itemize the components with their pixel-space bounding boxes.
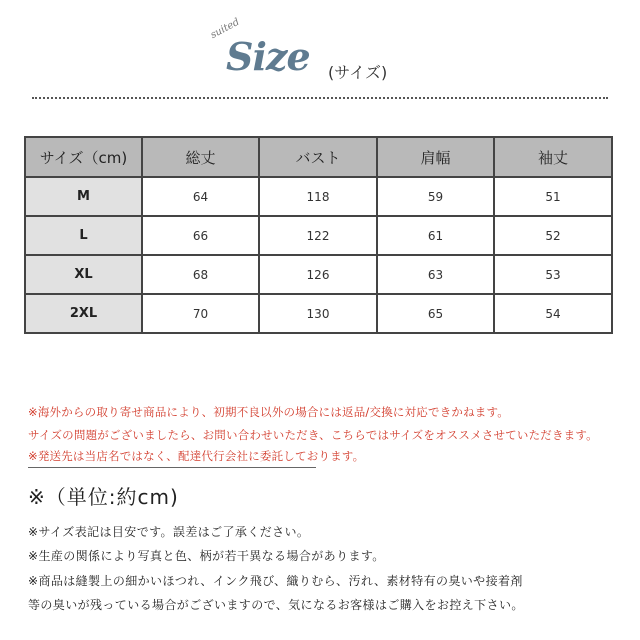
note-odor: 等の臭いが残っている場合がございますので、気になるお客様はご購入をお控え下さい。 [28, 598, 524, 612]
header-shoulder: 肩幅 [377, 137, 494, 177]
table-cell: 63 [377, 255, 494, 294]
table-cell: 52 [494, 216, 612, 255]
unit-label: ※（単位:約cm) [28, 485, 179, 509]
note-size-guide: ※サイズ表記は目安です。誤差はご了承ください。 [28, 525, 310, 539]
header-sleeve: 袖丈 [494, 137, 612, 177]
table-cell: 65 [377, 294, 494, 333]
suited-script: suited [208, 16, 242, 41]
header-size: サイズ（cm) [25, 137, 142, 177]
table-row [25, 216, 612, 255]
note-color-difference: ※生産の関係により写真と色、柄が若干異なる場合があります。 [28, 549, 385, 563]
table-cell: 66 [142, 216, 259, 255]
size-header [0, 0, 640, 100]
size-label: L [25, 216, 142, 255]
table-cell: 126 [259, 255, 377, 294]
size-label: 2XL [25, 294, 142, 333]
table-cell: 130 [259, 294, 377, 333]
table-cell: 51 [494, 177, 612, 216]
size-subtitle: (サイズ) [328, 63, 388, 82]
table-cell: 53 [494, 255, 612, 294]
note-sewing-quality: ※商品は縫製上の細かいほつれ、インク飛び、織りむら、汚れ、素材特有の臭いや接着剤 [28, 574, 523, 588]
dotted-divider [32, 97, 608, 99]
table-cell: 68 [142, 255, 259, 294]
red-note-underline [28, 467, 316, 468]
size-label: XL [25, 255, 142, 294]
table-cell: 61 [377, 216, 494, 255]
size-title: Size [226, 34, 310, 79]
table-cell: 54 [494, 294, 612, 333]
red-note-shipping: ※発送先は当店名ではなく、配達代行会社に委託しております。 [28, 449, 365, 463]
table-row [25, 294, 612, 333]
table-row [25, 255, 612, 294]
table-cell: 118 [259, 177, 377, 216]
header-bust: バスト [259, 137, 377, 177]
table-header-row [25, 137, 612, 177]
table-row [25, 177, 612, 216]
table-cell: 59 [377, 177, 494, 216]
red-note-return-policy: ※海外からの取り寄せ商品により、初期不良以外の場合には返品/交換に対応できかねます。 [28, 405, 509, 419]
red-note-size-contact: サイズの問題がございましたら、お問い合わせいただき、こちらではサイズをオススメさせていただきます。 [28, 428, 598, 442]
size-label: M [25, 177, 142, 216]
header-length: 総丈 [142, 137, 259, 177]
table-cell: 122 [259, 216, 377, 255]
size-table [24, 136, 613, 334]
table-cell: 64 [142, 177, 259, 216]
table-cell: 70 [142, 294, 259, 333]
